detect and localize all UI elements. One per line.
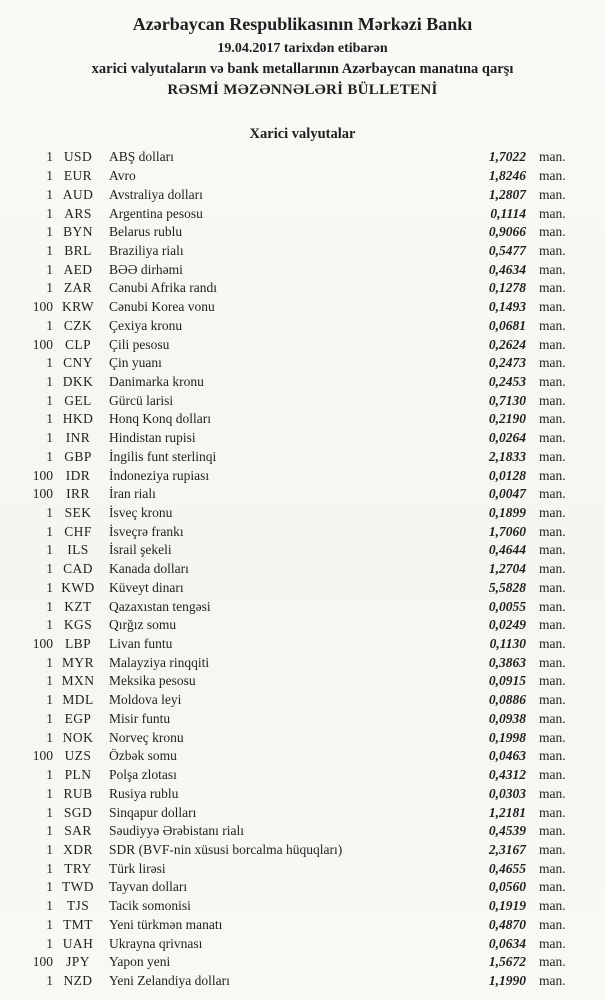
- currency-name: Danimarka kronu: [109, 373, 204, 389]
- rate-row: [0, 934, 605, 953]
- rate-row: [0, 354, 605, 373]
- currency-name: Çili pesosu: [109, 336, 170, 352]
- unit-label: man.: [539, 710, 566, 726]
- currency-code: KGS: [63, 617, 93, 633]
- exchange-rates-table: [0, 148, 605, 990]
- rate-row: [0, 672, 605, 691]
- unit-label: man.: [539, 224, 566, 240]
- currency-code: NOK: [62, 729, 94, 745]
- currency-code: AED: [63, 261, 93, 277]
- unit-label: man.: [539, 299, 566, 315]
- rate-value: 1,5672: [488, 954, 526, 970]
- rate-row: [0, 560, 605, 579]
- currency-name: Küveyt dinarı: [109, 579, 184, 595]
- currency-name: Çin yuanı: [109, 355, 162, 371]
- currency-code: BRL: [64, 242, 92, 258]
- currency-code: CAD: [63, 561, 93, 577]
- unit-label: man.: [539, 935, 566, 951]
- rate-value: 0,1899: [488, 505, 526, 521]
- currency-code: EGP: [64, 710, 92, 726]
- rate-value: 0,1114: [490, 205, 526, 221]
- currency-quantity: 1: [46, 972, 53, 988]
- rate-value: 5,5828: [488, 579, 526, 595]
- rate-row: [0, 448, 605, 467]
- currency-code: INR: [65, 430, 91, 446]
- currency-code: ZAR: [63, 280, 93, 296]
- currency-quantity: 1: [46, 935, 53, 951]
- unit-label: man.: [539, 168, 566, 184]
- rate-row: [0, 653, 605, 672]
- rate-value: 1,7060: [488, 523, 526, 539]
- rate-value: 0,9066: [488, 224, 526, 240]
- rate-row: [0, 766, 605, 785]
- rate-row: [0, 298, 605, 317]
- unit-label: man.: [539, 785, 566, 801]
- unit-label: man.: [539, 692, 566, 708]
- currency-name: Argentina pesosu: [109, 205, 203, 221]
- currency-quantity: 1: [46, 205, 53, 221]
- currency-code: JPY: [66, 954, 90, 970]
- currency-quantity: 1: [46, 617, 53, 633]
- rate-row: [0, 223, 605, 242]
- rate-value: 1,2704: [488, 561, 526, 577]
- rate-row: [0, 429, 605, 448]
- unit-label: man.: [539, 767, 566, 783]
- rate-value: 0,0264: [488, 430, 526, 446]
- currency-code: XDR: [63, 841, 93, 857]
- rate-row: [0, 242, 605, 261]
- currency-code: KZT: [64, 598, 92, 614]
- currency-quantity: 1: [46, 692, 53, 708]
- currency-quantity: 1: [46, 804, 53, 820]
- currency-name: Rusiya rublu: [109, 785, 179, 801]
- currency-code: HKD: [62, 411, 94, 427]
- currency-name: Cənubi Korea vonu: [109, 299, 215, 315]
- unit-label: man.: [539, 673, 566, 689]
- currency-code: SAR: [64, 823, 92, 839]
- rate-row: [0, 335, 605, 354]
- currency-quantity: 1: [46, 224, 53, 240]
- currency-code: UZS: [64, 748, 92, 764]
- rate-row: [0, 841, 605, 860]
- unit-label: man.: [539, 205, 566, 221]
- currency-quantity: 1: [46, 523, 53, 539]
- currency-quantity: 1: [46, 654, 53, 670]
- currency-code: LBP: [65, 636, 91, 652]
- currency-code: MYR: [62, 654, 94, 670]
- currency-name: İngilis funt sterlinqi: [109, 448, 217, 464]
- rate-row: [0, 635, 605, 654]
- currency-code: MXN: [61, 673, 95, 689]
- unit-label: man.: [539, 392, 566, 408]
- unit-label: man.: [539, 729, 566, 745]
- rate-value: 0,4655: [488, 860, 526, 876]
- unit-label: man.: [539, 486, 566, 502]
- rate-value: 0,1493: [488, 299, 526, 315]
- currency-name: Tacik somonisi: [109, 898, 191, 914]
- rate-value: 2,1833: [488, 448, 526, 464]
- rate-value: 1,2807: [488, 186, 526, 202]
- rate-row: [0, 915, 605, 934]
- currency-quantity: 1: [46, 841, 53, 857]
- rate-value: 0,0560: [488, 879, 526, 895]
- rate-row: [0, 803, 605, 822]
- currency-name: Yapon yeni: [109, 954, 171, 970]
- rate-value: 1,2181: [488, 804, 526, 820]
- rate-value: 0,0463: [488, 748, 526, 764]
- rate-row: [0, 167, 605, 186]
- currency-name: Hindistan rupisi: [109, 430, 196, 446]
- unit-label: man.: [539, 879, 566, 895]
- unit-label: man.: [539, 954, 566, 970]
- currency-quantity: 1: [46, 673, 53, 689]
- currency-code: PLN: [64, 767, 92, 783]
- rate-row: [0, 373, 605, 392]
- currency-quantity: 100: [32, 299, 53, 315]
- unit-label: man.: [539, 523, 566, 539]
- currency-name: BƏƏ dirhəmi: [109, 261, 183, 277]
- rate-value: 0,1998: [488, 729, 526, 745]
- currency-code: TMT: [63, 916, 93, 932]
- currency-quantity: 1: [46, 355, 53, 371]
- unit-label: man.: [539, 898, 566, 914]
- currency-quantity: 1: [46, 598, 53, 614]
- rate-row: [0, 485, 605, 504]
- rate-row: [0, 541, 605, 560]
- currency-code: MDL: [62, 692, 94, 708]
- currency-code: IRR: [66, 486, 90, 502]
- rate-value: 0,0915: [488, 673, 526, 689]
- rate-value: 0,0681: [488, 317, 526, 333]
- currency-quantity: 1: [46, 898, 53, 914]
- currency-code: IDR: [65, 467, 91, 483]
- rate-value: 0,2453: [488, 373, 526, 389]
- currency-quantity: 1: [46, 186, 53, 202]
- currency-name: İran rialı: [109, 486, 156, 502]
- rate-row: [0, 204, 605, 223]
- rate-row: [0, 728, 605, 747]
- currency-quantity: 1: [46, 505, 53, 521]
- currency-quantity: 1: [46, 823, 53, 839]
- unit-label: man.: [539, 579, 566, 595]
- unit-label: man.: [539, 542, 566, 558]
- unit-label: man.: [539, 448, 566, 464]
- currency-name: Səudiyyə Ərəbistanı rialı: [109, 823, 244, 839]
- currency-name: Livan funtu: [109, 636, 173, 652]
- currency-quantity: 1: [46, 916, 53, 932]
- rate-row: [0, 260, 605, 279]
- rate-row: [0, 710, 605, 729]
- currency-name: Özbək somu: [109, 748, 177, 764]
- rate-row: [0, 148, 605, 167]
- rate-value: 0,2473: [488, 355, 526, 371]
- currency-quantity: 1: [46, 448, 53, 464]
- unit-label: man.: [539, 336, 566, 352]
- unit-label: man.: [539, 505, 566, 521]
- currency-name: Kanada dolları: [109, 561, 189, 577]
- currency-code: ILS: [67, 542, 89, 558]
- currency-name: İsveçrə frankı: [109, 523, 184, 539]
- currency-code: CLP: [65, 336, 91, 352]
- rate-row: [0, 972, 605, 991]
- rate-value: 0,4634: [488, 261, 526, 277]
- currency-code: EUR: [63, 168, 93, 184]
- currency-quantity: 100: [32, 954, 53, 970]
- rate-value: 0,7130: [488, 392, 526, 408]
- currency-name: SDR (BVF-nin xüsusi borcalma hüquqları): [109, 841, 343, 857]
- currency-quantity: 1: [46, 317, 53, 333]
- currency-name: Gürcü larisi: [109, 392, 174, 408]
- unit-label: man.: [539, 841, 566, 857]
- rate-value: 0,0303: [488, 785, 526, 801]
- currency-code: NZD: [63, 972, 93, 988]
- unit-label: man.: [539, 430, 566, 446]
- rate-row: [0, 522, 605, 541]
- rate-value: 0,4870: [488, 916, 526, 932]
- section-title-foreign-currencies: Xarici valyutalar: [249, 126, 356, 142]
- currency-quantity: 1: [46, 860, 53, 876]
- rate-row: [0, 953, 605, 972]
- bulletin-header: [0, 0, 605, 99]
- currency-name: İndoneziya rupiası: [109, 467, 210, 483]
- currency-quantity: 1: [46, 261, 53, 277]
- rate-value: 0,4312: [488, 767, 526, 783]
- currency-code: GEL: [64, 392, 92, 408]
- bulletin-title: RƏSMİ MƏZƏNNƏLƏRİ BÜLLETENİ: [167, 82, 438, 98]
- unit-label: man.: [539, 149, 566, 165]
- currency-name: Cənubi Afrika randı: [109, 280, 217, 296]
- currency-code: DKK: [62, 373, 94, 389]
- rate-value: 0,1130: [489, 636, 526, 652]
- currency-name: ABŞ dolları: [109, 149, 174, 165]
- rate-value: 0,2624: [488, 336, 526, 352]
- rate-row: [0, 466, 605, 485]
- currency-name: Yeni türkmən manatı: [109, 916, 223, 932]
- unit-label: man.: [539, 186, 566, 202]
- currency-quantity: 1: [46, 579, 53, 595]
- currency-quantity: 1: [46, 392, 53, 408]
- rate-row: [0, 822, 605, 841]
- currency-quantity: 1: [46, 280, 53, 296]
- unit-label: man.: [539, 467, 566, 483]
- rate-row: [0, 616, 605, 635]
- currency-code: SEK: [64, 505, 92, 521]
- currency-name: Türk lirəsi: [109, 860, 166, 876]
- unit-label: man.: [539, 748, 566, 764]
- unit-label: man.: [539, 654, 566, 670]
- rate-value: 2,3167: [488, 841, 526, 857]
- currency-code: AUD: [62, 186, 94, 202]
- currency-name: Avro: [109, 168, 136, 184]
- rate-value: 0,3863: [488, 654, 526, 670]
- currency-quantity: 100: [32, 636, 53, 652]
- rate-row: [0, 747, 605, 766]
- currency-name: Sinqapur dolları: [109, 804, 197, 820]
- unit-label: man.: [539, 280, 566, 296]
- currency-quantity: 1: [46, 729, 53, 745]
- currency-quantity: 1: [46, 561, 53, 577]
- rate-value: 1,8246: [488, 168, 526, 184]
- currency-code: ARS: [64, 205, 92, 221]
- currency-code: CHF: [64, 523, 92, 539]
- currency-name: Moldova leyi: [109, 692, 182, 708]
- rate-value: 0,4539: [488, 823, 526, 839]
- unit-label: man.: [539, 242, 566, 258]
- rate-value: 1,1990: [488, 972, 526, 988]
- unit-label: man.: [539, 617, 566, 633]
- rate-row: [0, 691, 605, 710]
- rate-row: [0, 185, 605, 204]
- currency-name: Braziliya rialı: [109, 242, 184, 258]
- rate-value: 1,7022: [488, 149, 526, 165]
- unit-label: man.: [539, 598, 566, 614]
- currency-code: BYN: [63, 224, 93, 240]
- unit-label: man.: [539, 860, 566, 876]
- currency-name: Qazaxıstan tengəsi: [109, 598, 211, 614]
- rate-row: [0, 391, 605, 410]
- currency-code: RUB: [63, 785, 93, 801]
- currency-quantity: 1: [46, 373, 53, 389]
- rate-value: 0,0886: [488, 692, 526, 708]
- rate-value: 0,1278: [488, 280, 526, 296]
- currency-quantity: 100: [32, 748, 53, 764]
- unit-label: man.: [539, 561, 566, 577]
- unit-label: man.: [539, 823, 566, 839]
- currency-quantity: 100: [32, 336, 53, 352]
- currency-name: Ukrayna qrivnası: [109, 935, 203, 951]
- currency-name: Misir funtu: [109, 710, 171, 726]
- rate-row: [0, 859, 605, 878]
- currency-name: Qırğız somu: [109, 617, 177, 633]
- unit-label: man.: [539, 355, 566, 371]
- currency-name: Belarus rublu: [109, 224, 183, 240]
- bank-title: Azərbaycan Respublikasının Mərkəzi Bankı: [132, 14, 473, 34]
- currency-quantity: 1: [46, 168, 53, 184]
- currency-quantity: 100: [32, 486, 53, 502]
- currency-code: USD: [63, 149, 93, 165]
- rate-value: 0,0047: [488, 486, 526, 502]
- rate-value: 0,2190: [488, 411, 526, 427]
- bulletin-subtitle: xarici valyutaların və bank metallarının Azərbaycan manatına qarşı: [91, 61, 514, 77]
- currency-name: Tayvan dolları: [109, 879, 188, 895]
- rate-row: [0, 597, 605, 616]
- rate-value: 0,0055: [488, 598, 526, 614]
- currency-code: TWD: [62, 879, 94, 895]
- currency-quantity: 1: [46, 785, 53, 801]
- currency-quantity: 1: [46, 879, 53, 895]
- currency-quantity: 1: [46, 242, 53, 258]
- unit-label: man.: [539, 261, 566, 277]
- unit-label: man.: [539, 804, 566, 820]
- unit-label: man.: [539, 411, 566, 427]
- currency-quantity: 1: [46, 411, 53, 427]
- currency-name: Norveç kronu: [109, 729, 184, 745]
- unit-label: man.: [539, 972, 566, 988]
- rate-row: [0, 579, 605, 598]
- rate-row: [0, 316, 605, 335]
- currency-code: CNY: [63, 355, 93, 371]
- rate-row: [0, 279, 605, 298]
- unit-label: man.: [539, 317, 566, 333]
- currency-quantity: 100: [32, 467, 53, 483]
- currency-quantity: 1: [46, 149, 53, 165]
- unit-label: man.: [539, 636, 566, 652]
- rate-value: 0,5477: [488, 242, 526, 258]
- currency-quantity: 1: [46, 542, 53, 558]
- currency-name: Çexiya kronu: [109, 317, 183, 333]
- currency-code: TJS: [66, 898, 90, 914]
- effective-date-line: 19.04.2017 tarixdən etibarən: [217, 41, 388, 56]
- rate-row: [0, 504, 605, 523]
- rate-value: 0,0249: [488, 617, 526, 633]
- currency-quantity: 1: [46, 767, 53, 783]
- rate-row: [0, 784, 605, 803]
- rate-row: [0, 410, 605, 429]
- currency-name: İsveç kronu: [109, 505, 173, 521]
- rate-value: 0,4644: [488, 542, 526, 558]
- rate-value: 0,0634: [488, 935, 526, 951]
- currency-code: CZK: [63, 317, 93, 333]
- currency-code: TRY: [64, 860, 92, 876]
- rate-value: 0,1919: [488, 898, 526, 914]
- currency-name: Malayziya rinqqiti: [109, 654, 210, 670]
- currency-code: SGD: [63, 804, 93, 820]
- currency-code: GBP: [64, 448, 92, 464]
- currency-name: Yeni Zelandiya dolları: [109, 972, 230, 988]
- currency-code: UAH: [62, 935, 94, 951]
- unit-label: man.: [539, 916, 566, 932]
- unit-label: man.: [539, 373, 566, 389]
- currency-name: Avstraliya dolları: [109, 186, 203, 202]
- currency-quantity: 1: [46, 710, 53, 726]
- rate-value: 0,0938: [488, 710, 526, 726]
- currency-code: KRW: [62, 299, 94, 315]
- currency-name: Meksika pesosu: [109, 673, 196, 689]
- currency-name: Honq Konq dolları: [109, 411, 211, 427]
- currency-name: Polşa zlotası: [109, 767, 177, 783]
- rate-value: 0,0128: [488, 467, 526, 483]
- currency-code: KWD: [61, 579, 95, 595]
- currency-name: İsrail şekeli: [109, 542, 172, 558]
- rate-row: [0, 878, 605, 897]
- currency-quantity: 1: [46, 430, 53, 446]
- rate-row: [0, 897, 605, 916]
